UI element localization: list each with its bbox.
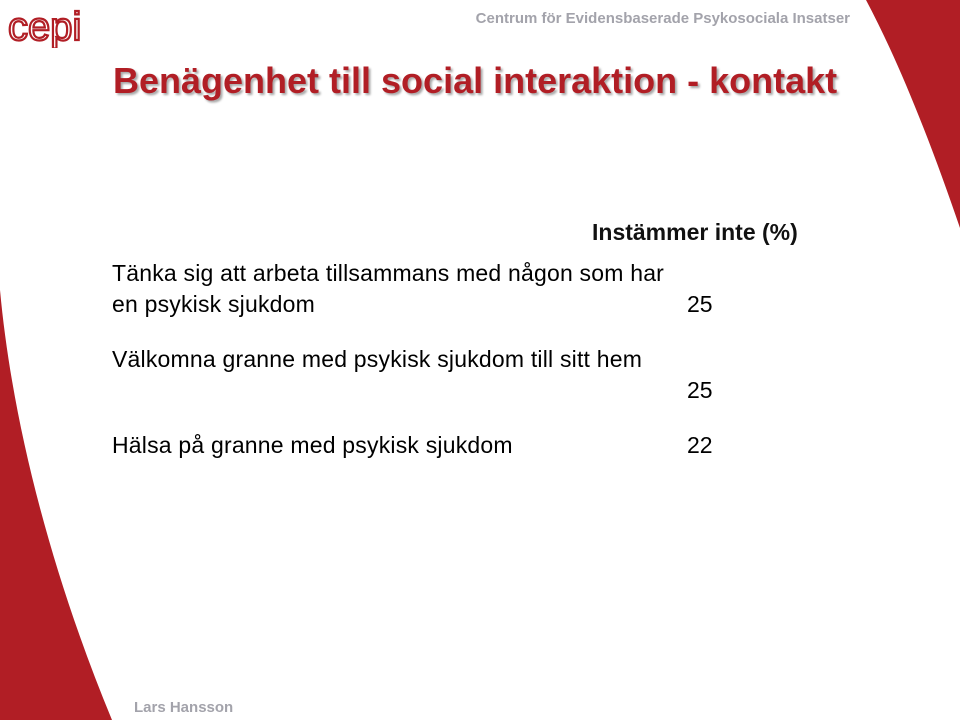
row-value: 22 [687, 432, 713, 458]
table-row [112, 258, 752, 322]
column-header: Instämmer inte (%) [592, 219, 798, 245]
row-label: Tänka sig att arbeta tillsammans med någon som har en psykisk sjukdom [112, 260, 665, 317]
footer-author: Lars Hansson [134, 699, 234, 716]
table-row [112, 430, 752, 464]
row-value: 25 [687, 291, 713, 317]
table-row [112, 344, 752, 408]
row-label: Hälsa på granne med psykisk sjukdom [112, 432, 513, 458]
row-label: Välkomna granne med psykisk sjukdom till sitt hem [112, 346, 643, 372]
row-value: 25 [687, 377, 713, 403]
svg-text:cepi: cepi [8, 6, 82, 48]
organization-name: Centrum för Evidensbaserade Psykosociala Insatser [475, 10, 850, 27]
slide-title: Benägenhet till social interaktion - kontakt [113, 60, 838, 101]
cepi-logo [8, 6, 96, 48]
